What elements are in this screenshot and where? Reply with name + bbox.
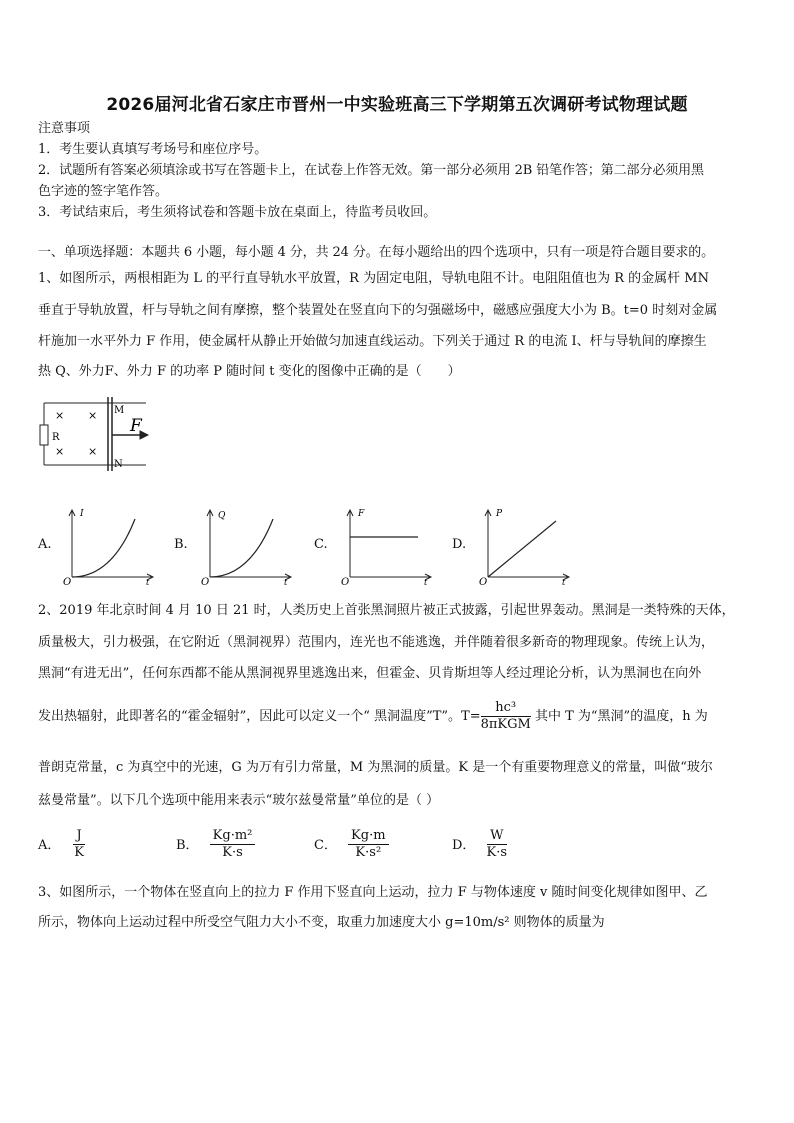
q2-text: 质量极大，引力极强，在它附近（黑洞视界）范围内，连光也不能逃逸，并伴随着很多新奇的物理现象。传统上认为， [38, 635, 715, 650]
q1-option-b-letter: B. [174, 537, 188, 552]
y-axis-label: P [496, 509, 503, 519]
unit-numerator: J [73, 828, 84, 845]
option-letter: B． [176, 838, 199, 853]
option-letter: D． [452, 838, 476, 853]
unit-denominator: K [74, 845, 84, 860]
x-axis-label: t [562, 578, 566, 585]
q2-text: 普朗克常量，c 为真空中的光速，G 为万有引力常量，M 为黑洞的质量。K 是一个有重要物理意义的常量，叫做“玻尔 [38, 760, 713, 775]
x-axis-label: t [146, 578, 150, 585]
q1-option-a-letter: A. [38, 537, 52, 552]
unit-numerator: Kg·m² [210, 828, 256, 845]
q1-text: 杆施加一水平外力 F 作用，使金属杆从静止开始做匀加速直线运动。下列关于通过 R 的电流 I、杆与导轨间的摩擦生 [38, 334, 707, 349]
formula-numerator: hc³ [481, 700, 531, 717]
field-cross: × [88, 445, 98, 458]
field-cross: × [88, 409, 98, 422]
q1-text: 热 Q、外力F、外力 F 的功率 P 随时间 t 变化的图像中正确的是（ ） [38, 364, 461, 379]
notice-item: 2．试题所有答案必须填涂或书写在答题卡上，在试卷上作答无效。第一部分必须用 2B 铅笔作答；第二部分必须用黑 [38, 163, 704, 178]
q2-text: 兹曼常量”。以下几个选项中能用来表示“玻尔兹曼常量”单位的是（ ） [38, 793, 440, 808]
q1-text: 1、如图所示，两根相距为 L 的平行直导轨水平放置，R 为固定电阻，导轨电阻不计。电阻阻值也为 R 的金属杆 MN [38, 271, 709, 286]
notice-item: 色字迹的签字笔作答。 [38, 184, 169, 199]
notice-item: 1．考生要认真填写考场号和座位序号。 [38, 142, 268, 157]
q1-option-a-graph [60, 505, 160, 585]
origin-label: O [479, 577, 488, 585]
y-axis-label: I [80, 509, 84, 519]
formula-denominator: 8πKGM [480, 717, 531, 732]
q2-text: 黑洞“有进无出”，任何东西都不能从黑洞视界里逃逸出来，但霍金、贝肯斯坦等人经过理论分析，认为黑洞也在向外 [38, 666, 702, 681]
temperature-formula [481, 700, 531, 733]
y-axis-label: Q [218, 511, 226, 521]
field-cross: × [55, 445, 65, 458]
field-cross: × [55, 409, 65, 422]
q1-option-b-graph [198, 505, 298, 585]
q2-text-before-formula: 发出热辐射，此即著名的“霍金辐射”，因此可以定义一个“ 黑洞温度”T”。T= [38, 709, 481, 724]
q3-text: 3、如图所示，一个物体在竖直向上的拉力 F 作用下竖直向上运动，拉力 F 与物体速度 v 随时间变化规律如图甲、乙 [38, 885, 708, 900]
q1-option-d-letter: D. [452, 537, 467, 552]
q3-text: 所示，物体向上运动过程中所受空气阻力大小不变，取重力加速度大小 g=10m/s² 则物体的质量为 [38, 915, 605, 930]
q2-formula-line [38, 699, 708, 735]
q2-text-after-formula: 其中 T 为“黑洞”的温度，h 为 [530, 709, 708, 724]
q2-option-d [452, 826, 507, 864]
option-letter: A． [38, 838, 61, 853]
q1-option-d-graph [476, 505, 576, 585]
label-m: M [114, 405, 125, 416]
notice-heading: 注意事项 [38, 121, 91, 136]
rail-circuit-figure [38, 395, 158, 475]
x-axis-label: t [284, 578, 288, 585]
q1-option-c-letter: C. [314, 537, 328, 552]
unit-fraction [73, 828, 84, 861]
origin-label: O [341, 577, 350, 585]
q2-option-b [176, 826, 255, 864]
q1-text: 垂直于导轨放置，杆与导轨之间有摩擦，整个装置处在竖直向下的匀强磁场中，磁感应强度大小为 B。t=0 时刻对金属 [38, 303, 718, 318]
notice-item: 3．考试结束后，考生须将试卷和答题卡放在桌面上，待监考员收回。 [38, 205, 437, 220]
y-axis-label: F [358, 509, 365, 519]
origin-label: O [201, 577, 210, 585]
q2-option-a [38, 826, 85, 864]
unit-fraction [210, 828, 256, 861]
page-title: 2026届河北省石家庄市晋州一中实验班高三下学期第五次调研考试物理试题 [106, 95, 688, 115]
option-letter: C． [314, 838, 337, 853]
unit-denominator: K·s [486, 845, 508, 860]
q1-option-c-graph [338, 505, 438, 585]
unit-numerator: Kg·m [348, 828, 389, 845]
unit-fraction [487, 828, 508, 861]
origin-label: O [63, 577, 72, 585]
q2-option-c [314, 826, 389, 864]
label-n: N [114, 459, 123, 470]
x-axis-label: t [424, 578, 428, 585]
q2-text: 2、2019 年北京时间 4 月 10 日 21 时，人类历史上首张黑洞照片被正式披露，引起世界轰动。黑洞是一类特殊的天体， [38, 603, 735, 618]
unit-denominator: K·s² [355, 845, 382, 860]
unit-denominator: K·s [222, 845, 243, 860]
unit-numerator: W [487, 828, 508, 845]
section-heading: 一、单项选择题：本题共 6 小题，每小题 4 分，共 24 分。在每小题给出的四个选项中，只有一项是符合题目要求的。 [38, 245, 715, 260]
label-f: F [130, 416, 142, 436]
unit-fraction [348, 828, 389, 861]
label-r: R [52, 432, 60, 443]
